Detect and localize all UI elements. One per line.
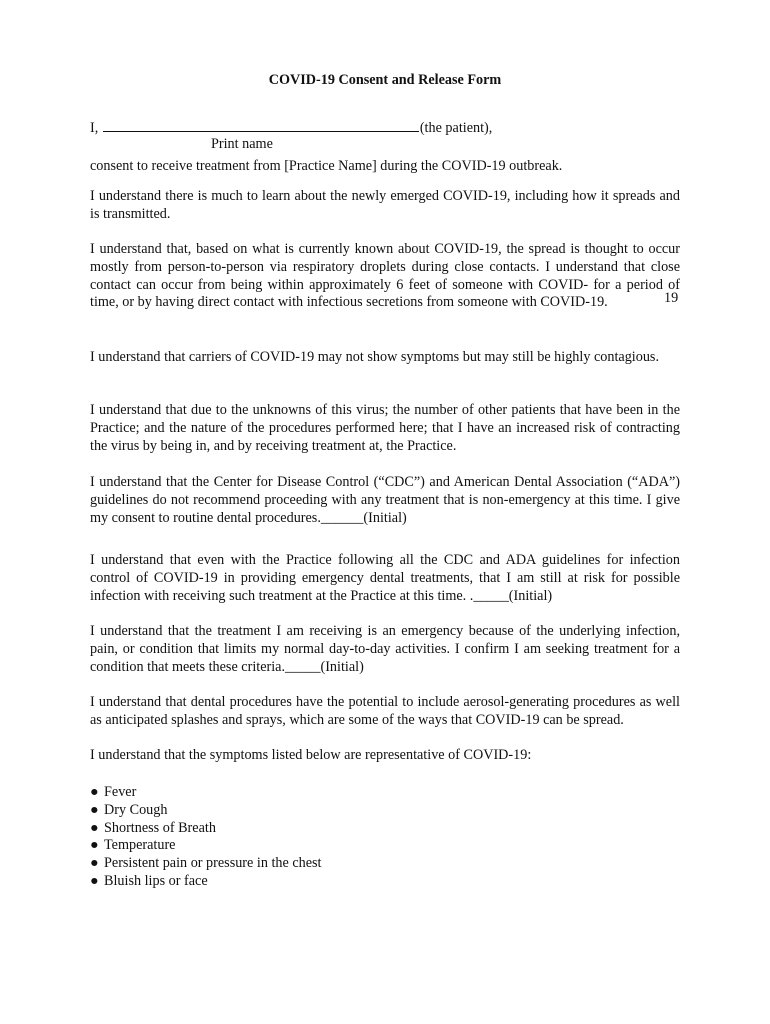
paragraph-learn: I understand there is much to learn about the newly emerged COVID-19, including how it spreads and is transmitted. bbox=[90, 188, 680, 222]
form-title: COVID-19 Consent and Release Form bbox=[268, 72, 502, 88]
patient-name-blank[interactable] bbox=[103, 117, 419, 132]
bullet-icon: ● bbox=[90, 801, 99, 818]
paragraph-emergency: I understand that the treatment I am receiving is an emergency because of the underlying infection, pain, or condition that limits my normal day-to-day activities. I confirm I am seeking treatment for a condition that meets these criteria._____(Initial) bbox=[90, 623, 680, 675]
paragraph-guidelines: I understand that the Center for Disease Control (“CDC”) and American Dental Association (“ADA”) guidelines do not recommend proceeding with any treatment that is non-emergency at this time. I give my consent to routine dental procedures.______(Initial) bbox=[90, 474, 680, 526]
paragraph-aerosol: I understand that dental procedures have the potential to include aerosol-generating procedures as well as anticipated splashes and sprays, which are some of the ways that COVID-19 can be spread. bbox=[90, 694, 680, 728]
list-item: ● Dry Cough bbox=[90, 801, 168, 818]
paragraph-symptoms-intro: I understand that the symptoms listed below are representative of COVID-19: bbox=[90, 747, 532, 763]
bullet-icon: ● bbox=[90, 819, 99, 836]
patient-name-line bbox=[90, 117, 680, 137]
list-item: ● Bluish lips or face bbox=[90, 872, 208, 889]
paragraph-spread: I understand that, based on what is currently known about COVID-19, the spread is thought to occur mostly from person-to-person via respiratory droplets during close contacts. I understand that close contact can occur from being within approximately 6 feet of someone with COVID- for a period of time, or by having direct contact with infectious secretions from someone with COVID-19. bbox=[90, 241, 680, 311]
list-item: ● Shortness of Breath bbox=[90, 819, 216, 836]
bullet-icon: ● bbox=[90, 837, 99, 854]
list-item: ● Temperature bbox=[90, 837, 176, 854]
list-item: ● Fever bbox=[90, 784, 137, 800]
bullet-icon: ● bbox=[90, 855, 99, 872]
paragraph-carriers: I understand that carriers of COVID-19 may not show symptoms but may still be highly contagious. bbox=[90, 349, 659, 365]
overlay-number: 19 bbox=[664, 290, 679, 306]
paragraph-consent: consent to receive treatment from [Practice Name] during the COVID-19 outbreak. bbox=[90, 158, 563, 174]
bullet-icon: ● bbox=[90, 872, 99, 889]
paragraph-risk: I understand that even with the Practice following all the CDC and ADA guidelines for infection control of COVID-19 in providing emergency dental treatments, that I am still at risk for possible infection with receiving such treatment at the Practice at this time. ._____(Initial) bbox=[90, 552, 680, 604]
symptom-list bbox=[90, 784, 322, 891]
patient-suffix: (the patient), bbox=[419, 120, 493, 136]
bullet-icon: ● bbox=[90, 784, 99, 800]
print-name-label: Print name bbox=[211, 136, 273, 152]
list-item: ● Persistent pain or pressure in the chest bbox=[90, 855, 322, 872]
patient-prefix: I, bbox=[90, 120, 99, 136]
paragraph-unknowns: I understand that due to the unknowns of this virus; the number of other patients that have been in the Practice; and the nature of the procedures performed here; that I have an increased risk of contracting the virus by being in, and by receiving treatment at, the Practice. bbox=[90, 402, 680, 454]
